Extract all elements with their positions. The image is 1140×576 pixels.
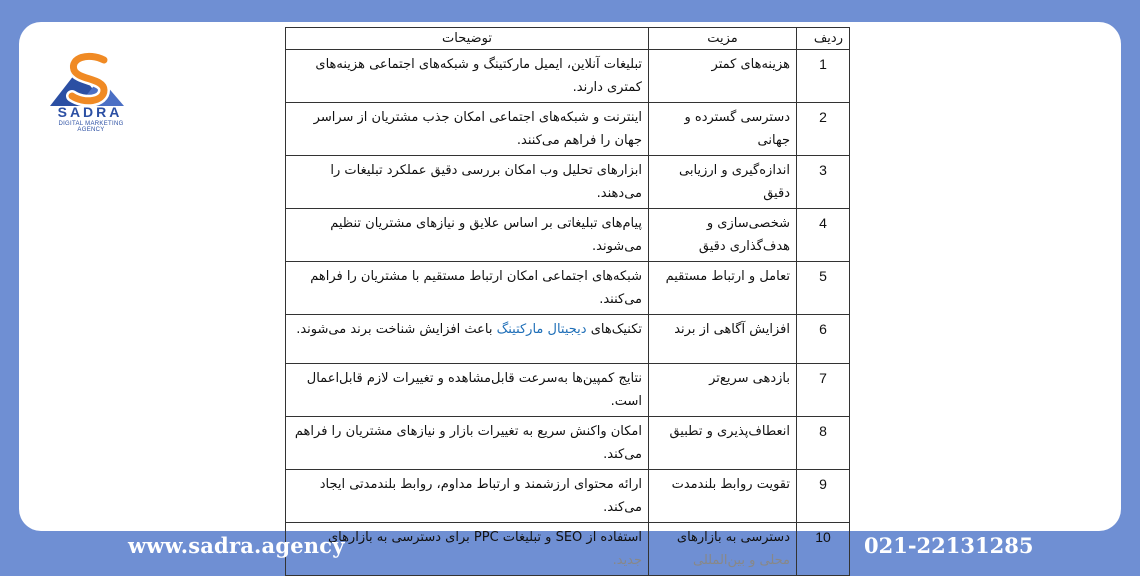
advantage-cell: هزینه‌های کمتر — [649, 50, 797, 103]
advantage-cell: تعامل و ارتباط مستقیم — [649, 262, 797, 315]
description-cell: امکان واکنش سریع به تغییرات بازار و نیازهای مشتریان را فراهم می‌کند. — [286, 417, 649, 470]
row-number: 3 — [797, 156, 850, 209]
advantage-cell — [649, 523, 797, 576]
header-description: توضیحات — [286, 28, 649, 50]
table-row — [286, 209, 850, 262]
description-line: استفاده از SEO و تبلیغات PPC برای دسترسی به بازارهای — [327, 530, 642, 545]
table-row — [286, 262, 850, 315]
table-row — [286, 50, 850, 103]
table-row — [286, 103, 850, 156]
website-url[interactable]: www.sadra.agency — [128, 533, 345, 558]
table-header-row — [286, 28, 850, 50]
table-row — [286, 470, 850, 523]
row-number: 7 — [797, 364, 850, 417]
phone-number[interactable]: 021-22131285 — [864, 533, 1034, 558]
description-text: تکنیک‌های — [590, 322, 642, 337]
table-row — [286, 364, 850, 417]
row-number: 9 — [797, 470, 850, 523]
row-number: 5 — [797, 262, 850, 315]
row-number: 4 — [797, 209, 850, 262]
description-text: باعث افزایش شناخت برند می‌شوند. — [296, 322, 493, 337]
advantage-cell: شخصی‌سازی و هدف‌گذاری دقیق — [649, 209, 797, 262]
logo-tagline: DIGITAL MARKETING AGENCY — [58, 121, 124, 133]
row-number: 10 — [797, 523, 850, 576]
row-number: 6 — [797, 315, 850, 364]
advantages-table — [285, 27, 850, 576]
description-cell: پیام‌های تبلیغاتی بر اساس علایق و نیازهای مشتریان تنظیم می‌شوند. — [286, 209, 649, 262]
row-number: 2 — [797, 103, 850, 156]
header-advantage: مزیت — [649, 28, 797, 50]
description-line: جدید. — [612, 553, 642, 568]
digital-marketing-link[interactable]: دیجیتال مارکتینگ — [496, 322, 587, 337]
table-row — [286, 417, 850, 470]
table-row — [286, 156, 850, 209]
advantage-cell: تقویت روابط بلندمدت — [649, 470, 797, 523]
advantage-cell: افزایش آگاهی از برند — [649, 315, 797, 364]
description-cell: تبلیغات آنلاین، ایمیل مارکتینگ و شبکه‌های اجتماعی هزینه‌های کمتری دارند. — [286, 50, 649, 103]
row-number: 8 — [797, 417, 850, 470]
logo-wordmark: SADRA — [57, 104, 123, 120]
header-row-number: ردیف — [797, 28, 850, 50]
table-row — [286, 523, 850, 576]
description-cell: شبکه‌های اجتماعی امکان ارتباط مستقیم با مشتریان را فراهم می‌کنند. — [286, 262, 649, 315]
description-cell: اینترنت و شبکه‌های اجتماعی امکان جذب مشتریان از سراسر جهان را فراهم می‌کنند. — [286, 103, 649, 156]
row-number: 1 — [797, 50, 850, 103]
table-row — [286, 315, 850, 364]
advantage-cell: انعطاف‌پذیری و تطبیق — [649, 417, 797, 470]
description-cell: ارائه محتوای ارزشمند و ارتباط مداوم، روابط بلندمدتی ایجاد می‌کند. — [286, 470, 649, 523]
advantage-cell: اندازه‌گیری و ارزیابی دقیق — [649, 156, 797, 209]
advantage-line: دسترسی به بازارهای — [676, 530, 790, 545]
advantage-cell: بازدهی سریع‌تر — [649, 364, 797, 417]
advantage-cell: دسترسی گسترده و جهانی — [649, 103, 797, 156]
description-cell: ابزارهای تحلیل وب امکان بررسی دقیق عملکرد تبلیغات را می‌دهند. — [286, 156, 649, 209]
advantage-line: محلی و بین‌المللی — [692, 553, 790, 568]
description-cell — [286, 315, 649, 364]
description-cell: نتایج کمپین‌ها به‌سرعت قابل‌مشاهده و تغییرات لازم قابل‌اعمال است. — [286, 364, 649, 417]
